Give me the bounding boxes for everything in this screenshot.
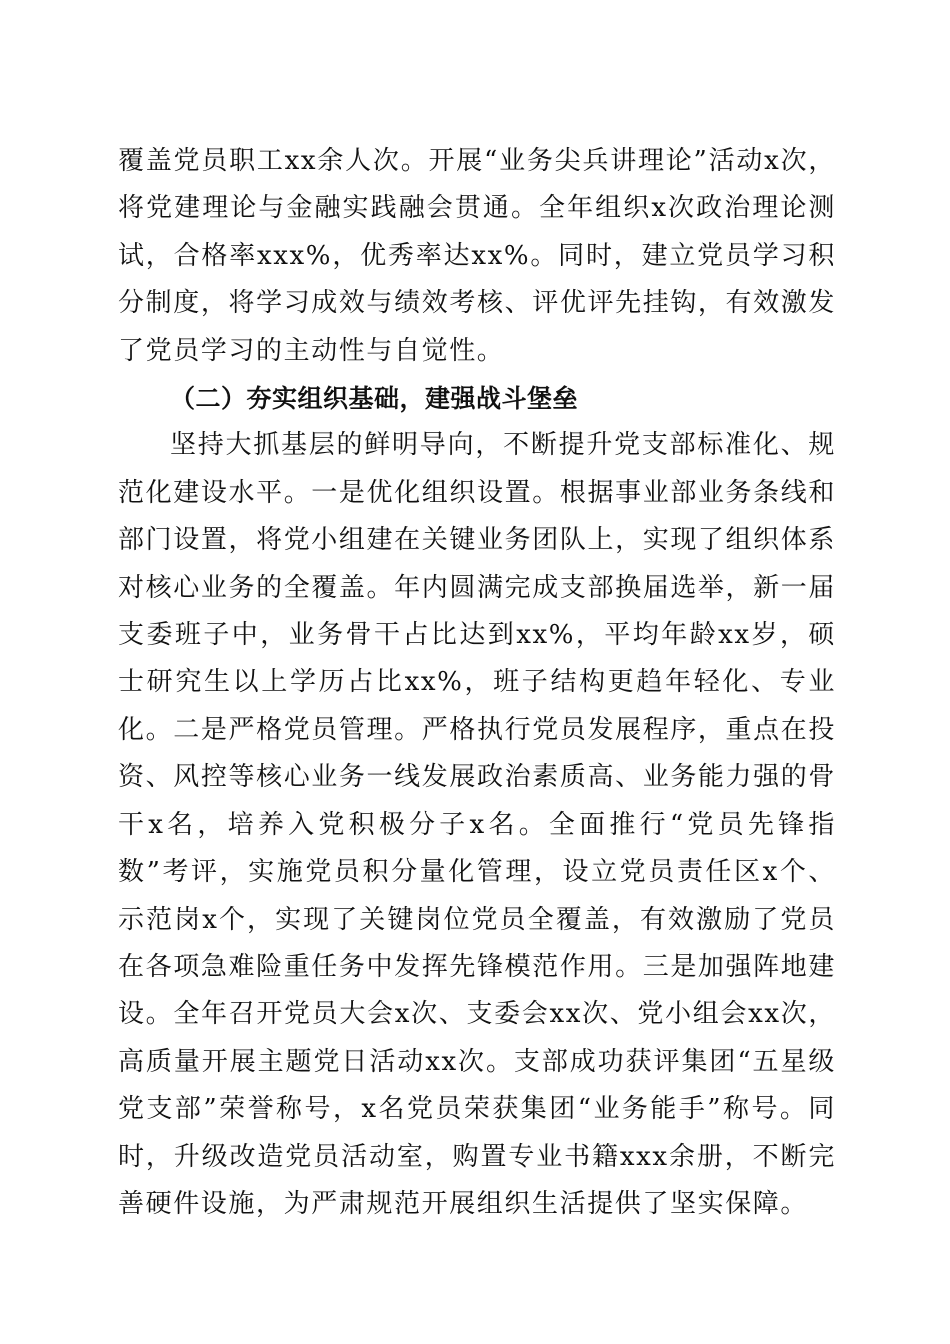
document-page xyxy=(118,138,836,1228)
paragraph-continued: 覆盖党员职工xx余人次。开展“业务尖兵讲理论”活动x次，将党建理论与金融实践融会贯通。全年组织x次政治理论测试，合格率xxx%，优秀率达xx%。同时，建立党员学习积分制度，将学习成效与绩效考核、评优评先挂钩，有效激发了党员学习的主动性与自觉性。 xyxy=(118,146,836,366)
section-heading: （二）夯实组织基础，建强战斗堡垒 xyxy=(170,384,579,414)
paragraph-organization: 坚持大抓基层的鲜明导向，不断提升党支部标准化、规范化建设水平。一是优化组织设置。根据事业部业务条线和部门设置，将党小组建在关键业务团队上，实现了组织体系对核心业务的全覆盖。年内圆满完成支部换届选举，新一届支委班子中，业务骨干占比达到xx%，平均年龄xx岁，硕士研究生以上学历占比xx%，班子结构更趋年轻化、专业化。二是严格党员管理。严格执行党员发展程序，重点在投资、风控等核心业务一线发展政治素质高、业务能力强的骨干x名，培养入党积极分子x名。全面推行“党员先锋指数”考评，实施党员积分量化管理，设立党员责任区x个、示范岗x个，实现了关键岗位党员全覆盖，有效激励了党员在各项急难险重任务中发挥先锋模范作用。三是加强阵地建设。全年召开党员大会x次、支委会xx次、党小组会xx次，高质量开展主题党日活动xx次。支部成功获评集团“五星级党支部”荣誉称号，x名党员荣获集团“业务能手”称号。同时，升级改造党员活动室，购置专业书籍xxx余册，不断完善硬件设施，为严肃规范开展组织生活提供了坚实保障。 xyxy=(118,430,836,1219)
